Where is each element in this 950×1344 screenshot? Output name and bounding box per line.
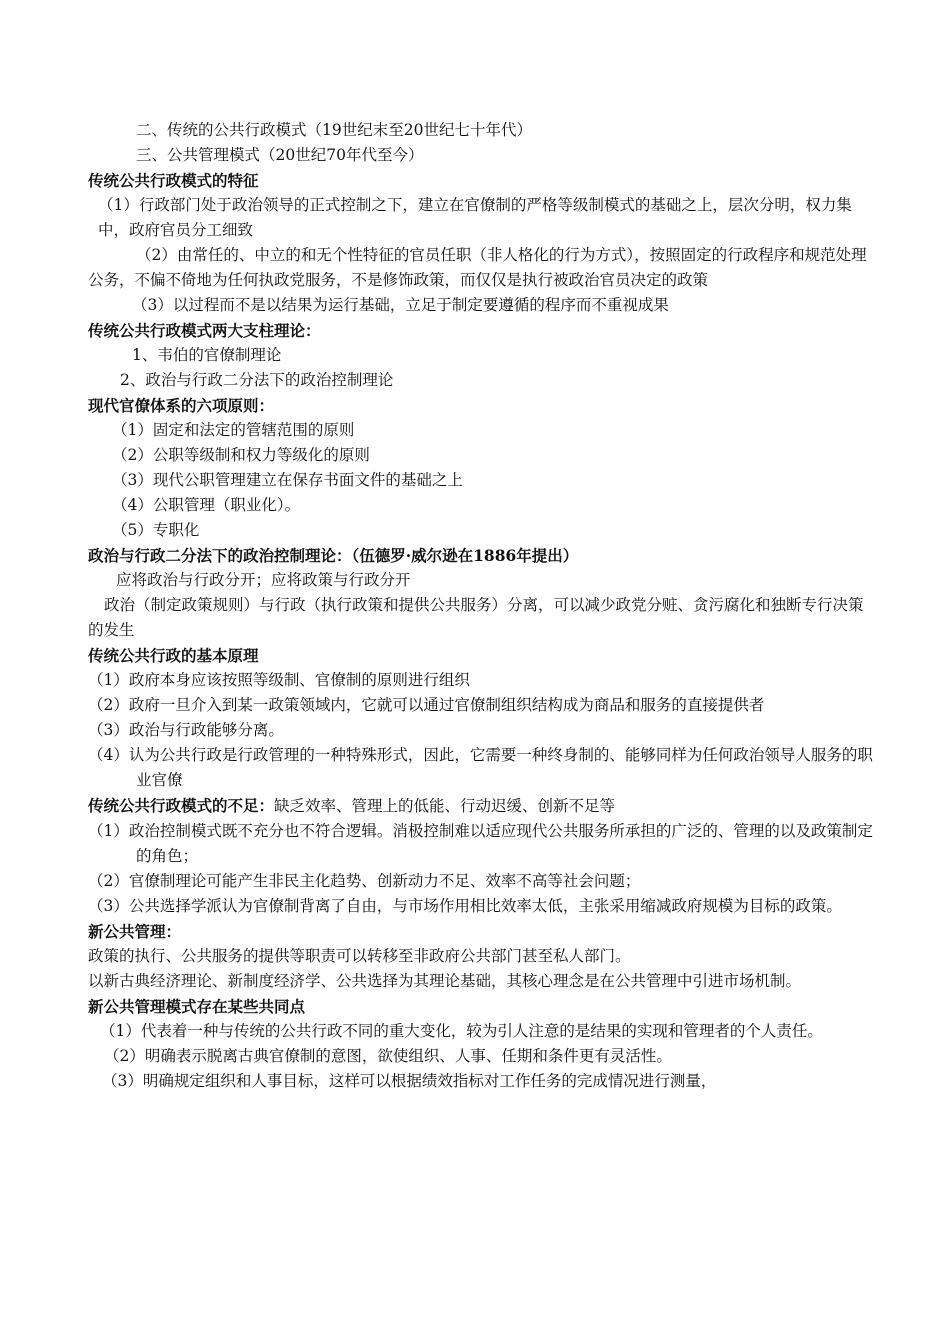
heading-traditional-features: 传统公共行政模式的特征 [88,171,259,190]
heading-two-pillars: 传统公共行政模式两大支柱理论： [88,321,321,340]
basic-principle-3: （3）政治与行政能够分离。 [88,721,284,739]
basic-principle-1: （1）政府本身应该按照等级制、官僚制的原则进行组织 [88,671,470,689]
feature-3: （3）以过程而不是以结果为运行基础，立足于制定要遵循的程序而不重视成果 [132,296,669,314]
pillar-1: 1、韦伯的官僚制理论 [132,346,282,364]
heading-six-principles: 现代官僚体系的六项原则： [88,396,275,415]
npm-line-2: 以新古典经济理论、新制度经济学、公共选择为其理论基础，其核心理念是在公共管理中引进市场机制。 [88,972,802,990]
shortcoming-1: （1）政治控制模式既不充分也不符合逻辑。消极控制难以适应现代公共服务所承担的广泛的、管理的以及政策制定的角色； [88,822,873,865]
heading-shortcomings: 传统公共行政模式的不足：缺乏效率、管理上的低能、行动迟缓、创新不足等 [88,796,616,815]
commonality-1: （1）代表着一种与传统的公共行政不同的重大变化，较为引人注意的是结果的实现和管理者的个人责任。 [100,1022,823,1040]
principle-1: （1）固定和法定的管辖范围的原则 [112,421,355,439]
principle-4: （4）公职管理（职业化）。 [112,496,301,514]
commonality-3: （3）明确规定组织和人事目标，这样可以根据绩效指标对工作任务的完成情况进行测量， [102,1072,717,1090]
outline-item-3: 三、公共管理模式（20世纪70年代至今） [136,146,424,164]
basic-principle-4: （4）认为公共行政是行政管理的一种特殊形式，因此，它需要一种终身制的、能够同样为任何政治领导人服务的职业官僚 [88,746,873,789]
dichotomy-line-1: 应将政治与行政分开；应将政策与行政分开 [116,571,411,589]
document-page [88,118,878,1094]
principle-2: （2）公职等级制和权力等级化的原则 [112,446,370,464]
principle-3: （3）现代公职管理建立在保存书面文件的基础之上 [112,471,463,489]
heading-npm: 新公共管理： [88,922,182,941]
pillar-2: 2、政治与行政二分法下的政治控制理论 [120,371,394,389]
heading-npm-commonalities: 新公共管理模式存在某些共同点 [88,997,306,1016]
shortcoming-2: （2）官僚制理论可能产生非民主化趋势、创新动力不足、效率不高等社会问题； [88,872,641,890]
basic-principle-2: （2）政府一旦介入到某一政策领域内，它就可以通过官僚制组织结构成为商品和服务的直接提供者 [88,696,765,714]
npm-line-1: 政策的执行、公共服务的提供等职责可以转移至非政府公共部门甚至私人部门。 [88,947,631,965]
feature-2: （2）由常任的、中立的和无个性特征的官员任职（非人格化的行为方式），按照固定的行政程序和规范处理公务，不偏不倚地为任何执政党服务，不是修饰政策，而仅仅是执行被政治官员决定的政策 [88,246,867,289]
outline-item-2: 二、传统的公共行政模式（19世纪末至20世纪七十年代） [136,121,532,139]
heading-basic-principles: 传统公共行政的基本原理 [88,646,259,665]
principle-5: （5）专职化 [112,521,200,539]
commonality-2: （2）明确表示脱离古典官僚制的意图，欲使组织、人事、任期和条件更有灵活性。 [104,1047,672,1065]
dichotomy-line-2: 政治（制定政策规则）与行政（执行政策和提供公共服务）分离，可以减少政党分赃、贪污腐化和独断专行决策的发生 [88,596,864,639]
heading-dichotomy: 政治与行政二分法下的政治控制理论：（伍德罗·威尔逊在1886年提出） [88,546,579,565]
feature-1: （1）行政部门处于政治领导的正式控制之下，建立在官僚制的严格等级制模式的基础之上，层次分明，权力集中，政府官员分工细致 [98,196,852,239]
shortcoming-3: （3）公共选择学派认为官僚制背离了自由，与市场作用相比效率太低，主张采用缩减政府规模为目标的政策。 [88,897,842,915]
